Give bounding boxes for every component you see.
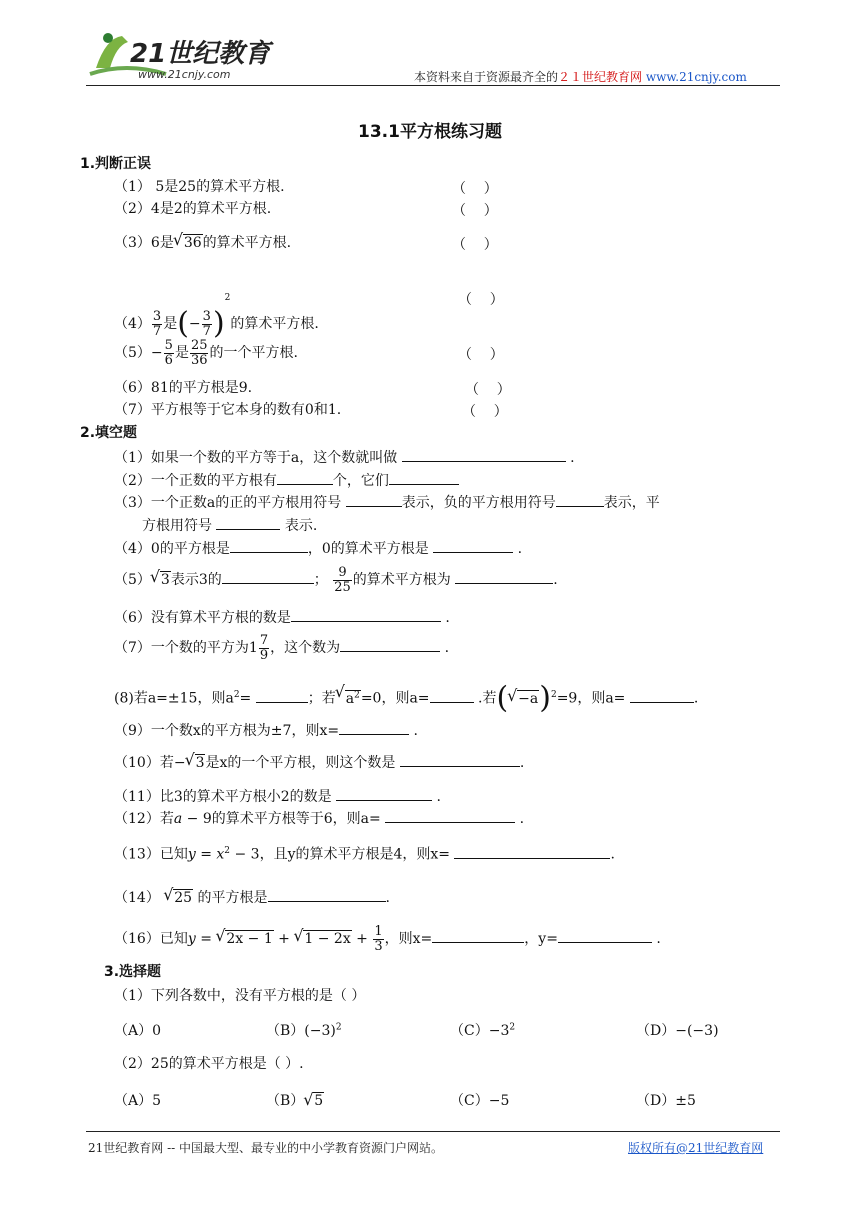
- sqrt-expr: √ 3: [151, 560, 171, 600]
- answer-blank: [222, 569, 314, 584]
- sqrt-expr: √ 5: [304, 1093, 324, 1109]
- judge-q5: （5）− $\frac{5}{6}$ 是 $\frac{25}{36}$ 的一个平方根.: [114, 337, 298, 368]
- choice-q1-option-a: （A）0: [114, 1023, 162, 1039]
- fill-q14: （14） √ 25 的平方根是 .: [114, 887, 390, 907]
- fill-q2: （2）一个正数的平方根有 个，它们: [114, 470, 459, 490]
- fill-q4: （4）0的平方根是 ，0的算术平方根是 .: [114, 538, 522, 558]
- answer-blank: [433, 538, 513, 553]
- answer-blank: [336, 786, 432, 801]
- judge-q1: （1） 5是25的算术平方根.: [114, 179, 285, 195]
- choice-q2-option-d: （D）±5: [636, 1093, 696, 1109]
- footer-divider: [86, 1131, 780, 1132]
- section-2-heading: 2.填空题: [80, 425, 138, 441]
- choice-q2: （2）25的算术平方根是（ ）.: [114, 1056, 304, 1072]
- answer-blank: [558, 928, 652, 943]
- answer-blank: [402, 447, 566, 462]
- answer-blank: [291, 607, 441, 622]
- answer-paren: （ ）: [465, 382, 511, 398]
- fill-q3: （3）一个正数a的正的平方根用符号 表示，负的平方根用符号 表示，平: [114, 492, 660, 512]
- answer-blank: [455, 569, 553, 584]
- answer-paren: （ ）: [458, 292, 504, 308]
- fill-q6: （6）没有算术平方根的数是 .: [114, 607, 450, 627]
- fill-q16: （16）已知y = √ 2x − 1 + √ 1 − 2x + $\frac{1}{3}$ ，则x= ，y= .: [114, 919, 661, 959]
- fill-q10: （10）若−√ 3是x的一个平方根，则这个数是 .: [114, 752, 524, 772]
- answer-paren: （ ）: [452, 181, 498, 197]
- answer-blank: [432, 928, 524, 943]
- answer-blank: [230, 538, 308, 553]
- section-1-heading: 1.判断正误: [80, 156, 152, 172]
- header-divider: [86, 85, 780, 86]
- fraction: $\frac{5}{6}$: [164, 337, 173, 368]
- page-title: 13.1平方根练习题: [358, 122, 502, 142]
- answer-blank: [268, 887, 386, 902]
- answer-blank: [216, 515, 280, 530]
- footer-copyright-link[interactable]: 版权所有@21世纪教育网: [628, 1141, 764, 1155]
- fraction: $\frac{7}{9}$: [259, 632, 269, 663]
- sqrt-expr: √ 2x − 1: [216, 919, 273, 959]
- sqrt-expr: √ 36: [174, 234, 203, 252]
- choice-q1-option-d: （D）−(−3): [636, 1023, 719, 1039]
- fraction: $\frac{3}{7}$: [202, 308, 211, 339]
- answer-paren: （ ）: [458, 347, 504, 363]
- answer-blank: [630, 688, 694, 703]
- header-url-link[interactable]: www.21cnjy.com: [645, 70, 747, 84]
- footer-note: 21世纪教育网 -- 中国最大型、最专业的中小学教育资源门户网站。: [88, 1141, 444, 1155]
- sqrt-expr: √ $a^2$: [336, 675, 361, 719]
- svg-text:www.21cnjy.com: www.21cnjy.com: [138, 68, 231, 81]
- answer-paren: （ ）: [462, 404, 508, 420]
- answer-blank: [385, 808, 515, 823]
- sqrt-expr: √ 25: [164, 889, 193, 907]
- answer-blank: [454, 844, 610, 859]
- fraction: $\frac{9}{25}$: [334, 564, 351, 595]
- judge-q7: （7）平方根等于它本身的数有0和1.: [114, 402, 342, 418]
- fraction: $\frac{25}{36}$: [190, 337, 208, 368]
- answer-blank: [339, 720, 409, 735]
- answer-paren: （ ）: [452, 203, 498, 219]
- answer-blank: [556, 492, 604, 507]
- header-source-note: 本资料来自于资源最齐全的２１世纪教育网 www.21cnjy.com: [414, 70, 747, 84]
- answer-blank: [346, 492, 402, 507]
- judge-q6: （6）81的平方根是9.: [114, 380, 253, 396]
- fill-q13: （13）已知$y = x^2 - 3$，且y的算术平方根是4，则x= .: [114, 842, 615, 864]
- fill-q8: (8)若a=±15，则$a^2=$ ；若√ $a^2=0$，则a= .若(√ −a)$^2$=9，则a= .: [114, 675, 698, 719]
- judge-q4: （4） $\frac{3}{7}$ 是(− $\frac{3}{7}$ )$^2$的算术平方根.: [114, 293, 319, 341]
- answer-blank: [430, 688, 474, 703]
- fill-q9: （9）一个数x的平方根为±7，则x= .: [114, 720, 418, 740]
- answer-blank: [277, 470, 333, 485]
- fill-q1: （1）如果一个数的平方等于a，这个数就叫做 .: [114, 447, 575, 467]
- choice-q1-option-c: $(C)-3^2$: [450, 1022, 516, 1039]
- choice-q2-option-c: （C）−5: [450, 1093, 510, 1109]
- fraction: $\frac{3}{7}$: [152, 308, 162, 339]
- fill-q5: （5）√ 3表示3的 ； $\frac{9}{25}$ 的算术平方根为 .: [114, 560, 558, 600]
- sqrt-expr: √ 3: [186, 754, 206, 772]
- fill-q12: （12）若a − 9的算术平方根等于6，则a= .: [114, 808, 524, 828]
- svg-text:21世纪教育: 21世纪教育: [130, 39, 271, 69]
- choice-q1-option-b: $(B)(-3)^2$: [266, 1022, 342, 1039]
- answer-paren: （ ）: [452, 237, 498, 253]
- answer-blank: [256, 688, 308, 703]
- judge-q2: （2）4是2的算术平方根.: [114, 201, 272, 217]
- fraction: $\frac{1}{3}$: [374, 923, 383, 954]
- 21cnjy-logo: [86, 28, 286, 84]
- fill-q3-cont: 方根用符号 表示.: [142, 515, 317, 535]
- choice-q2-option-b: （B）√ 5: [266, 1090, 324, 1110]
- choice-q2-option-a: （A）5: [114, 1093, 162, 1109]
- sqrt-expr: √ −a: [508, 679, 539, 719]
- answer-blank: [389, 470, 459, 485]
- answer-blank: [400, 752, 520, 767]
- fill-q7: （7）一个数的平方为1 $\frac{7}{9}$ ，这个数为 .: [114, 632, 450, 663]
- judge-q3: （3）6是√ 36的算术平方根.: [114, 234, 291, 252]
- sqrt-expr: √ 1 − 2x: [294, 919, 351, 959]
- choice-q1: （1）下列各数中，没有平方根的是（ ）: [114, 988, 366, 1004]
- fill-q11: （11）比3的算术平方根小2的数是 .: [114, 786, 441, 806]
- answer-blank: [340, 637, 440, 652]
- section-3-heading: 3.选择题: [104, 964, 162, 980]
